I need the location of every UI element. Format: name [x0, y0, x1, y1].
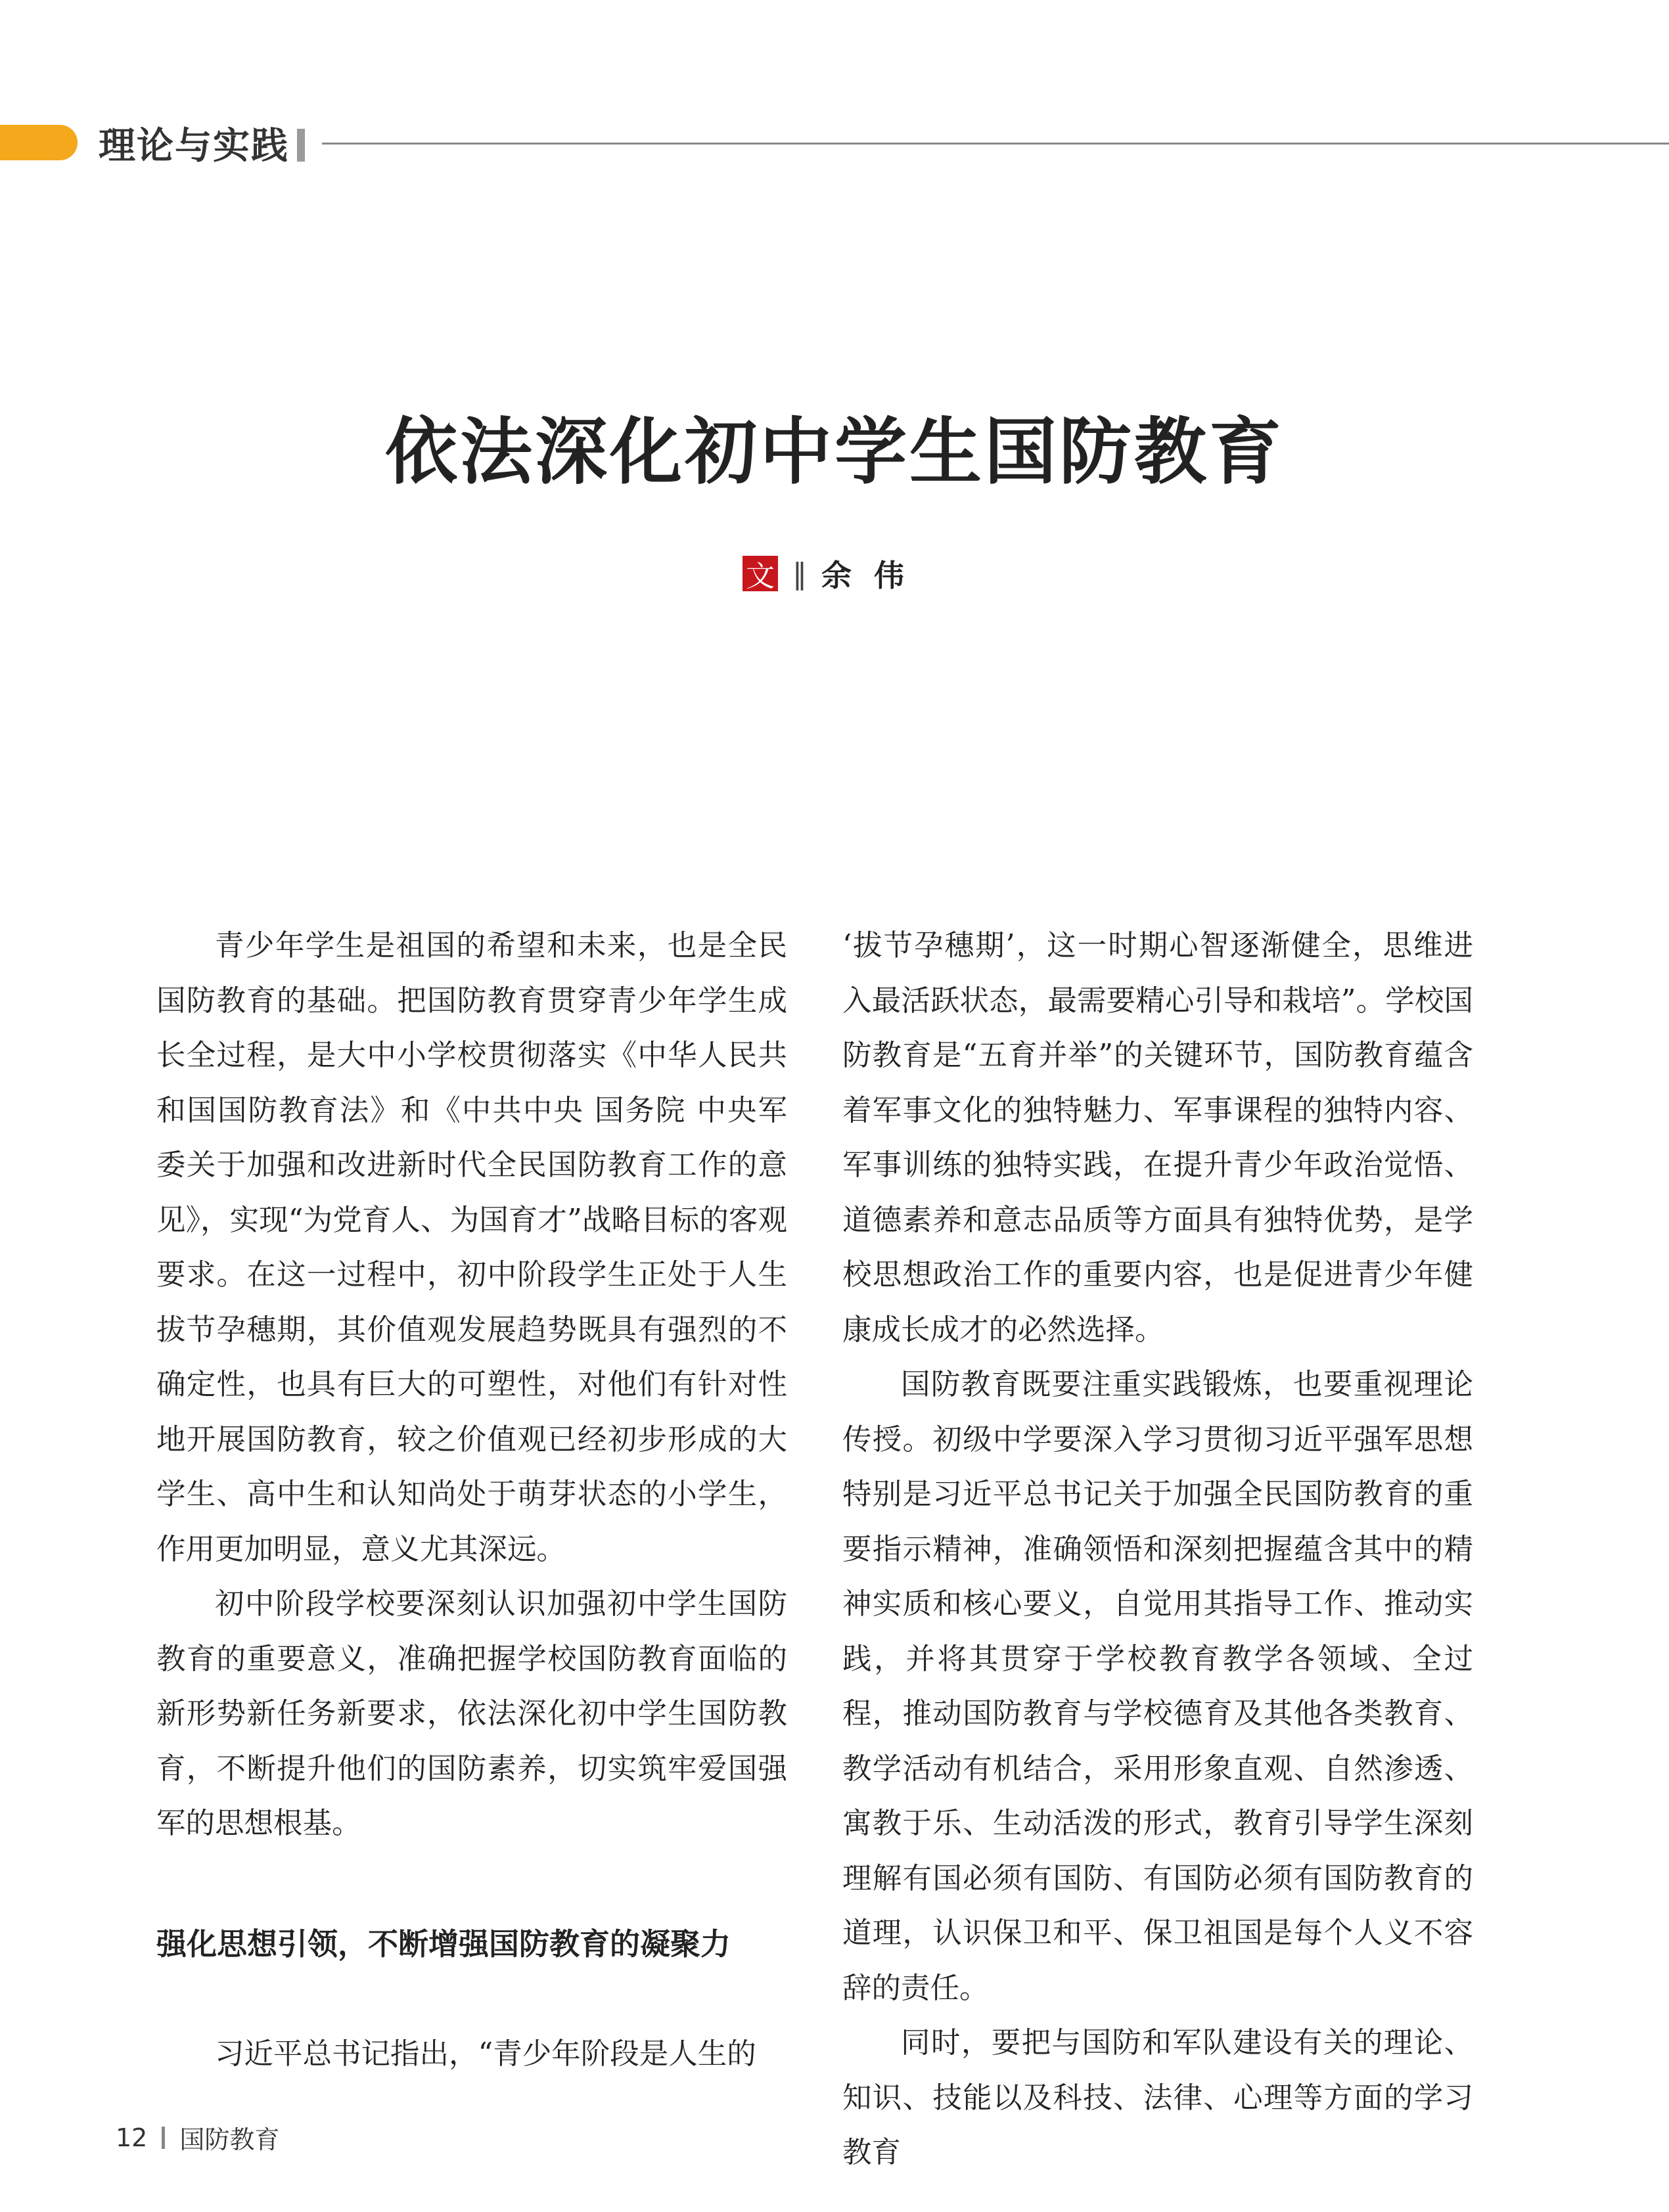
- left-column: [156, 918, 787, 2082]
- author-name: 余伟: [821, 558, 926, 593]
- section-subheading: 强化思想引领，不断增强国防教育的凝聚力: [156, 1926, 731, 1962]
- section-divider-bar: [297, 129, 305, 162]
- body-paragraph: 同时，要把与国防和军队建设有关的理论、知识、技能以及科技、法律、心理等方面的学习教育: [842, 2026, 1473, 2169]
- publication-name: 国防教育: [179, 2125, 280, 2154]
- article-title: 依法深化初中学生国防教育: [385, 410, 1284, 494]
- section-tab-marker: [0, 125, 78, 160]
- header-rule: [322, 143, 1669, 145]
- right-column: [842, 918, 1473, 2180]
- section-label: 理论与实践: [99, 125, 289, 168]
- page-number: 12: [116, 2123, 148, 2152]
- byline-separator: ‖: [792, 556, 807, 591]
- body-paragraph: 初中阶段学校要深刻认识加强初中学生国防教育的重要意义，准确把握学校国防教育面临的新形势新任务新要求，依法深化初中学生国防教育，不断提升他们的国防素养，切实筑牢爱国强军的思想根基。: [156, 1587, 787, 1840]
- body-paragraph: 青少年学生是祖国的希望和未来，也是全民国防教育的基础。把国防教育贯穿青少年学生成长全过程，是大中小学校贯彻落实《中华人民共和国国防教育法》和《中共中央 国务院 中央军委关于加强和改进新时代全民国防教育工作的意见》，实现“为党育人、为国育才”战略目标的客观要求。在这一过程中，初中阶段学生正处于人生拔节孕穗期，其价值观发展趋势既具有强烈的不确定性，也具有巨大的可塑性，对他们有针对性地开展国防教育，较之价值观已经初步形成的大学生、高中生和认知尚处于萌芽状态的小学生，作用更加明显，意义尤其深远。: [156, 929, 787, 1566]
- body-paragraph: ‘拔节孕穗期’，这一时期心智逐渐健全，思维进入最活跃状态，最需要精心引导和栽培”。学校国防教育是“五育并举”的关键环节，国防教育蕴含着军事文化的独特魅力、军事课程的独特内容、军事训练的独特实践，在提升青少年政治觉悟、道德素养和意志品质等方面具有独特优势，是学校思想政治工作的重要内容，也是促进青少年健康成长成才的必然选择。: [842, 929, 1473, 1347]
- footer-divider: [162, 2127, 165, 2149]
- byline: [0, 551, 1669, 597]
- body-paragraph: 国防教育既要注重实践锻炼，也要重视理论传授。初级中学要深入学习贯彻习近平强军思想特别是习近平总书记关于加强全民国防教育的重要指示精神，准确领悟和深刻把握蕴含其中的精神实质和核心要义，自觉用其指导工作、推动实践，并将其贯穿于学校教育教学各领域、全过程，推动国防教育与学校德育及其他各类教育、教学活动有机结合，采用形象直观、自然渗透、寓教于乐、生动活泼的形式，教育引导学生深刻理解有国必须有国防、有国防必须有国防教育的道理，认识保卫和平、保卫祖国是每个人义不容辞的责任。: [842, 1368, 1473, 2005]
- page-footer: [116, 2119, 279, 2156]
- byline-prefix-badge: 文: [743, 556, 778, 591]
- body-paragraph: 习近平总书记指出，“青少年阶段是人生的: [215, 2037, 756, 2071]
